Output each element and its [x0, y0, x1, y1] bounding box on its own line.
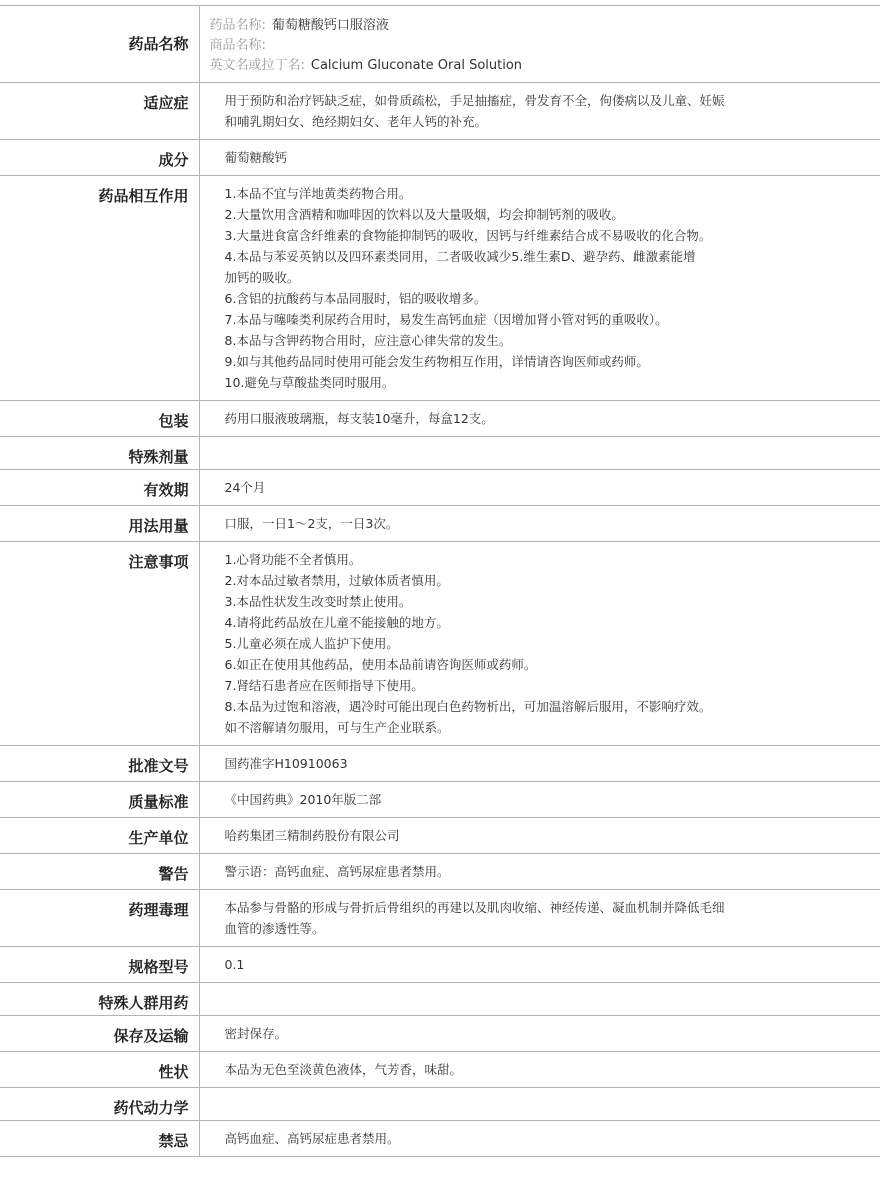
info-row [0, 140, 880, 176]
info-row-text-line: 如不溶解请勿服用，可与生产企业联系。 [224, 720, 450, 735]
info-row-value [199, 140, 880, 176]
info-row [0, 506, 880, 542]
english-name-key: 英文名或拉丁名: [209, 58, 305, 73]
generic-name-line [210, 16, 880, 36]
info-row-text-line: 2.对本品过敏者禁用，过敏体质者慎用。 [224, 573, 449, 588]
info-row-label: 性状 [0, 1052, 199, 1088]
info-row [0, 542, 880, 746]
english-name-line [210, 56, 880, 76]
info-row-label: 质量标准 [0, 782, 199, 818]
info-row-value [199, 470, 880, 506]
info-row-label: 药代动力学 [0, 1088, 199, 1121]
info-row-label: 特殊人群用药 [0, 983, 199, 1016]
info-row-text-line: 加钙的吸收。 [224, 270, 300, 285]
info-row-text-line: 本品为无色至淡黄色液体，气芳香，味甜。 [224, 1062, 463, 1077]
info-row-text-line: 8.本品与含钾药物合用时，应注意心律失常的发生。 [224, 333, 512, 348]
info-row-text-line: 本品参与骨骼的形成与骨折后骨组织的再建以及肌肉收缩、神经传递、凝血机制并降低毛细 [224, 900, 725, 915]
info-row-label: 保存及运输 [0, 1016, 199, 1052]
info-row-label: 规格型号 [0, 947, 199, 983]
info-row-label: 批准文号 [0, 746, 199, 782]
info-row-text-line: 4.请将此药品放在儿童不能接触的地方。 [224, 615, 449, 630]
trade-name-key: 商品名称: [209, 38, 266, 53]
english-name-value: Calcium Gluconate Oral Solution [310, 58, 523, 73]
info-row-value [199, 83, 880, 140]
info-row-text-line: 24个月 [224, 480, 266, 495]
info-row-value [199, 854, 880, 890]
info-row-text-line: 国药准字H10910063 [224, 756, 348, 771]
info-row-value [199, 818, 880, 854]
info-row [0, 854, 880, 890]
info-row-value [199, 1016, 880, 1052]
info-row-label: 警告 [0, 854, 199, 890]
info-row-text-line: 用于预防和治疗钙缺乏症，如骨质疏松，手足抽搐症，骨发育不全，佝偻病以及儿童、妊娠 [224, 93, 725, 108]
info-row [0, 890, 880, 947]
info-row-text-line: 2.大量饮用含酒精和咖啡因的饮料以及大量吸烟，均会抑制钙剂的吸收。 [224, 207, 624, 222]
info-row-text-line: 9.如与其他药品同时使用可能会发生药物相互作用，详情请咨询医师或药师。 [224, 354, 649, 369]
info-row-text-line: 葡萄糖酸钙 [224, 150, 288, 165]
info-row-text-line: 高钙血症、高钙尿症患者禁用。 [224, 1131, 400, 1146]
info-row-text-line: 1.本品不宜与洋地黄类药物合用。 [224, 186, 412, 201]
trade-name-line [210, 36, 880, 56]
info-row [0, 401, 880, 437]
info-row-label: 生产单位 [0, 818, 199, 854]
info-row [0, 782, 880, 818]
info-row-label: 有效期 [0, 470, 199, 506]
info-row-text-line: 警示语：高钙血症、高钙尿症患者禁用。 [224, 864, 450, 879]
drug-info-table [0, 5, 880, 1157]
info-row-text-line: 药用口服液玻璃瓶，每支装10毫升，每盒12支。 [224, 411, 494, 426]
info-row-text-line: 血管的渗透性等。 [224, 921, 325, 936]
info-row [0, 176, 880, 401]
info-row-text-line: 6.含铝的抗酸药与本品同服时，铝的吸收增多。 [224, 291, 487, 306]
info-row-text-line: 和哺乳期妇女、绝经期妇女、老年人钙的补充。 [224, 114, 488, 129]
info-row-text-line: 8.本品为过饱和溶液，遇冷时可能出现白色药物析出，可加温溶解后服用，不影响疗效。 [224, 699, 712, 714]
info-row [0, 83, 880, 140]
info-row-label: 用法用量 [0, 506, 199, 542]
info-row-text-line: 10.避免与草酸盐类同时服用。 [224, 375, 395, 390]
info-row-text-line: 3.本品性状发生改变时禁止使用。 [224, 594, 412, 609]
generic-name-key: 药品名称: [209, 18, 266, 33]
info-row [0, 1088, 880, 1121]
info-row-value [199, 1088, 880, 1121]
info-row-label: 特殊剂量 [0, 437, 199, 470]
drug-name-label: 药品名称 [0, 6, 199, 83]
info-row-text-line: 5.儿童必须在成人监护下使用。 [224, 636, 399, 651]
info-row-text-line: 7.本品与噻嗪类利尿药合用时，易发生高钙血症（因增加肾小管对钙的重吸收）。 [224, 312, 668, 327]
info-row-value [199, 401, 880, 437]
info-row [0, 1052, 880, 1088]
info-row-label: 适应症 [0, 83, 199, 140]
info-row-value [199, 176, 880, 401]
info-row-label: 注意事项 [0, 542, 199, 746]
info-row [0, 1016, 880, 1052]
info-row-value [199, 947, 880, 983]
info-row-text-line: 4.本品与苯妥英钠以及四环素类同用，二者吸收减少5.维生素D、避孕药、雌激素能增 [224, 249, 696, 264]
info-row-text-line: 口服，一日1～2支，一日3次。 [224, 516, 399, 531]
info-row [0, 437, 880, 470]
info-row-text-line: 密封保存。 [224, 1026, 288, 1041]
info-row-value [199, 983, 880, 1016]
info-row-value [199, 506, 880, 542]
info-row-label: 药品相互作用 [0, 176, 199, 401]
info-row-label: 药理毒理 [0, 890, 199, 947]
info-row-text-line: 6.如正在使用其他药品，使用本品前请咨询医师或药师。 [224, 657, 537, 672]
info-row-value [199, 746, 880, 782]
info-row-text-line: 哈药集团三精制药股份有限公司 [224, 828, 400, 843]
drug-name-values [199, 6, 880, 83]
drug-info-table-body [0, 6, 880, 1157]
info-row [0, 947, 880, 983]
info-row [0, 818, 880, 854]
info-row-text-line: 《中国药典》2010年版二部 [224, 792, 382, 807]
info-row-value [199, 890, 880, 947]
info-row-value [199, 1121, 880, 1157]
info-row-label: 禁忌 [0, 1121, 199, 1157]
info-row-text-line: 3.大量进食富含纤维素的食物能抑制钙的吸收，因钙与纤维素结合成不易吸收的化合物。 [224, 228, 712, 243]
info-row [0, 983, 880, 1016]
info-row-value [199, 1052, 880, 1088]
info-row-text-line: 7.肾结石患者应在医师指导下使用。 [224, 678, 424, 693]
info-row-label: 成分 [0, 140, 199, 176]
drug-info-sheet [0, 5, 880, 1157]
generic-name-value: 葡萄糖酸钙口服溶液 [271, 18, 389, 33]
info-row-value [199, 542, 880, 746]
info-row-value [199, 437, 880, 470]
info-row-text-line: 0.1 [224, 957, 245, 972]
info-row-value [199, 782, 880, 818]
info-row-text-line: 1.心肾功能不全者慎用。 [224, 552, 362, 567]
info-row [0, 1121, 880, 1157]
info-row [0, 470, 880, 506]
info-row [0, 746, 880, 782]
info-row-label: 包装 [0, 401, 199, 437]
drug-name-row [0, 6, 880, 83]
